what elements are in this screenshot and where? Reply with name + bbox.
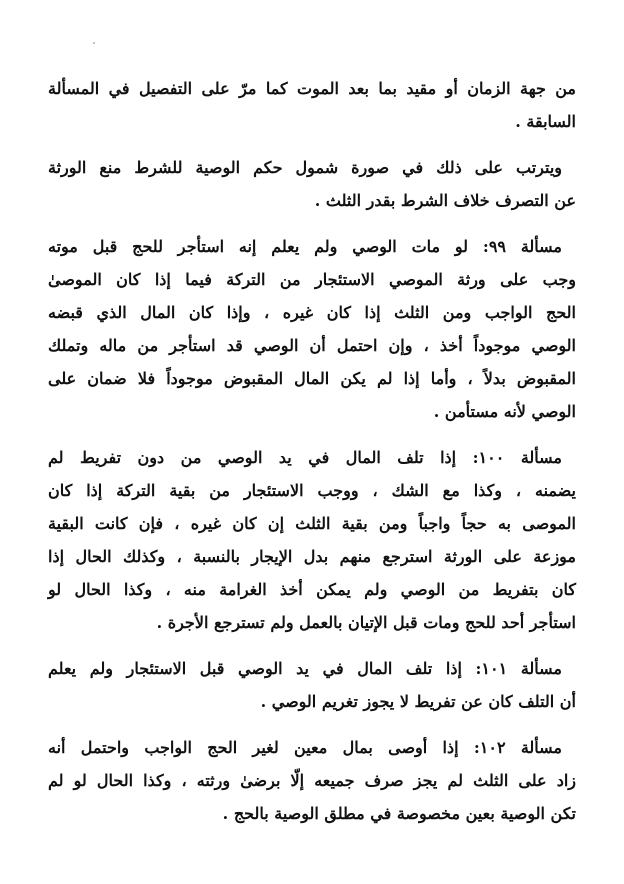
text-line: يضمنه ، وكذا مع الشك ، ووجب الاستئجار من بقية التركة إذا كان <box>48 481 576 500</box>
issue-101 <box>48 652 576 718</box>
paragraph-consequence <box>48 151 576 217</box>
text-line: وجب على ورثة الموصي الاستئجار من التركة فيما إذا كان الموصىٰ <box>48 270 576 289</box>
text-line: مسألة ١٠١: إذا تلف المال في يد الوصي قبل الاستئجار ولم يعلم <box>48 659 562 678</box>
text-line: استأجر أحد للحج ومات قبل الإتيان بالعمل ولم تسترجع الأجرة . <box>156 613 576 632</box>
document-page <box>48 72 576 843</box>
text-line: مسألة ٩٩: لو مات الوصي ولم يعلم إنه استأجر للحج قبل موته <box>48 237 563 256</box>
text-line: تكن الوصية بعين مخصوصة في مطلق الوصية بالحج . <box>222 804 576 823</box>
paragraph-continuation <box>48 72 576 138</box>
issue-102 <box>48 731 576 830</box>
text-line: عن التصرف خلاف الشرط بقدر الثلث . <box>314 191 576 210</box>
text-line: موزعة على الورثة استرجع منهم بدل الإيجار بالنسبة ، وكذلك الحال إذا <box>48 547 576 566</box>
text-line: المقبوض بدلاً ، وأما إذا لم يكن المال المقبوض موجوداً فلا ضمان على <box>48 369 576 388</box>
text-line: من جهة الزمان أو مقيد بما بعد الموت كما مرّ على التفصيل في المسألة <box>48 79 576 98</box>
text-line: أن التلف كان عن تفريط لا يجوز تغريم الوصي . <box>260 692 576 711</box>
text-line: الوصي لأنه مستأمن . <box>433 402 576 421</box>
text-line: مسألة ١٠٠: إذا تلف المال في يد الوصي من دون تفريط لم <box>48 448 562 467</box>
text-line: الموصى به حجاً واجباً ومن بقية الثلث إن كان غيره ، فإن كانت البقية <box>48 514 576 533</box>
text-line: زاد على الثلث لم يجز صرف جميعه إلّا برضىٰ ورثته ، وكذا الحال لو لم <box>48 771 576 790</box>
text-line: مسألة ١٠٢: إذا أوصى بمال معين لغير الحج الواجب واحتمل أنه <box>48 738 562 757</box>
text-line: الحج الواجب ومن الثلث إذا كان غيره ، وإذا كان المال الذي قبضه <box>48 303 576 322</box>
text-line: كان بتفريط من الوصي ولم يمكن أخذ الغرامة منه ، وكذا الحال لو <box>48 580 576 599</box>
text-line: الوصي موجوداً أخذ ، وإن احتمل أن الوصي قد استأجر من ماله وتملك <box>48 336 576 355</box>
text-line: ويترتب على ذلك في صورة شمول حكم الوصية للشرط منع الورثة <box>48 158 562 177</box>
issue-100 <box>48 441 576 639</box>
issue-99 <box>48 230 576 428</box>
text-line: السابقة . <box>515 112 576 131</box>
scan-speck <box>93 42 95 44</box>
